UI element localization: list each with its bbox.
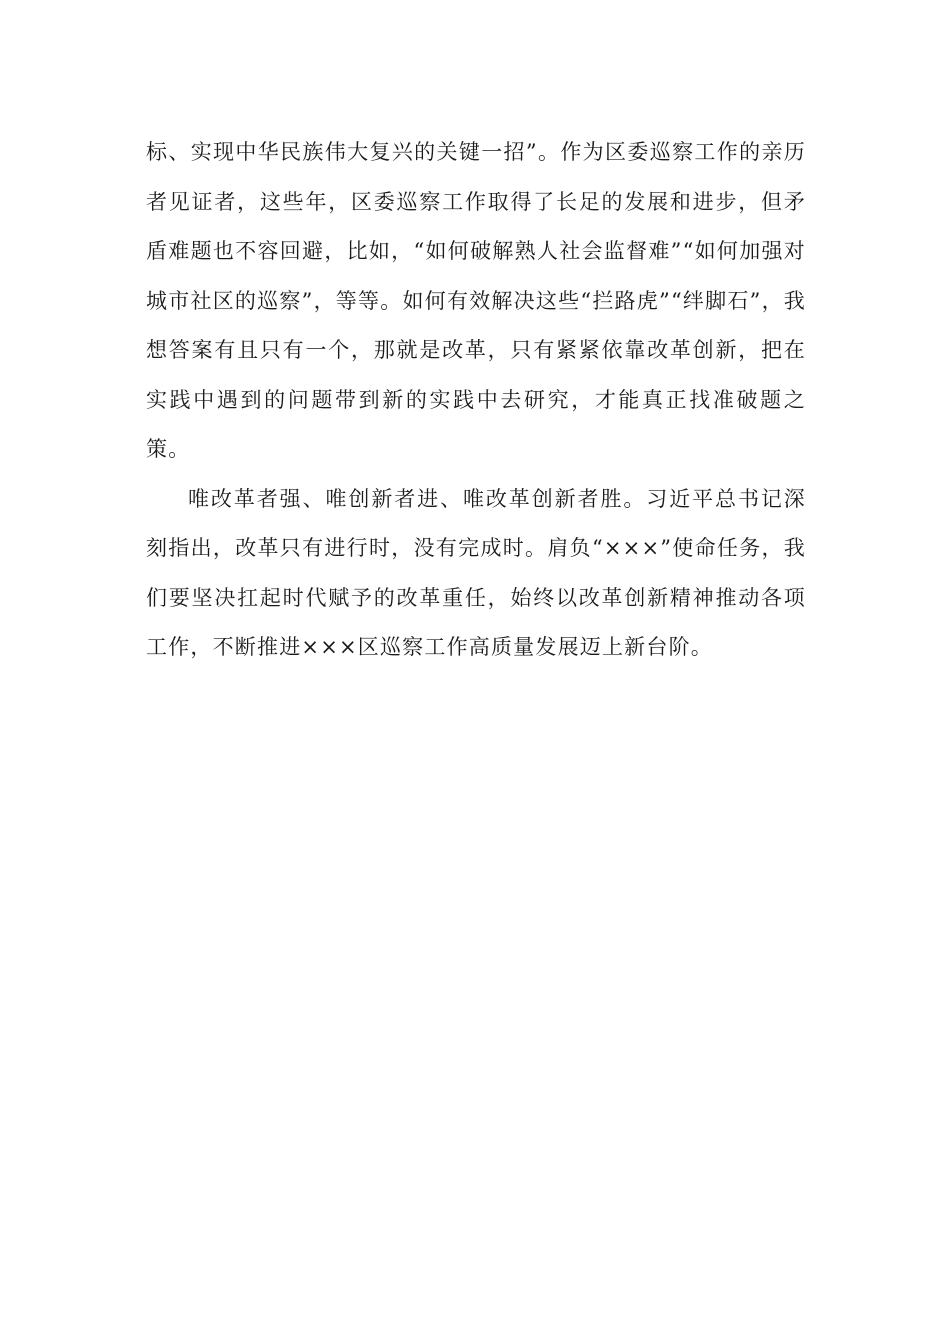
document-body	[146, 128, 806, 673]
paragraph-continuation: 标、实现中华民族伟大复兴的关键一招”。作为区委巡察工作的亲历者见证者，这些年，区委巡察工作取得了长足的发展和进步，但矛盾难题也不容回避，比如，“如何破解熟人社会监督难”“如何加强对城市社区的巡察”，等等。如何有效解决这些“拦路虎”“绊脚石”，我想答案有且只有一个，那就是改革，只有紧紧依靠改革创新，把在实践中遇到的问题带到新的实践中去研究，才能真正找准破题之策。	[146, 140, 806, 461]
paragraph-reform: 唯改革者强、唯创新者进、唯改革创新者胜。习近平总书记深刻指出，改革只有进行时，没有完成时。肩负“×××”使命任务，我们要坚决扛起时代赋予的改革重任，始终以改革创新精神推动各项工作，不断推进×××区巡察工作高质量发展迈上新台阶。	[146, 486, 806, 659]
